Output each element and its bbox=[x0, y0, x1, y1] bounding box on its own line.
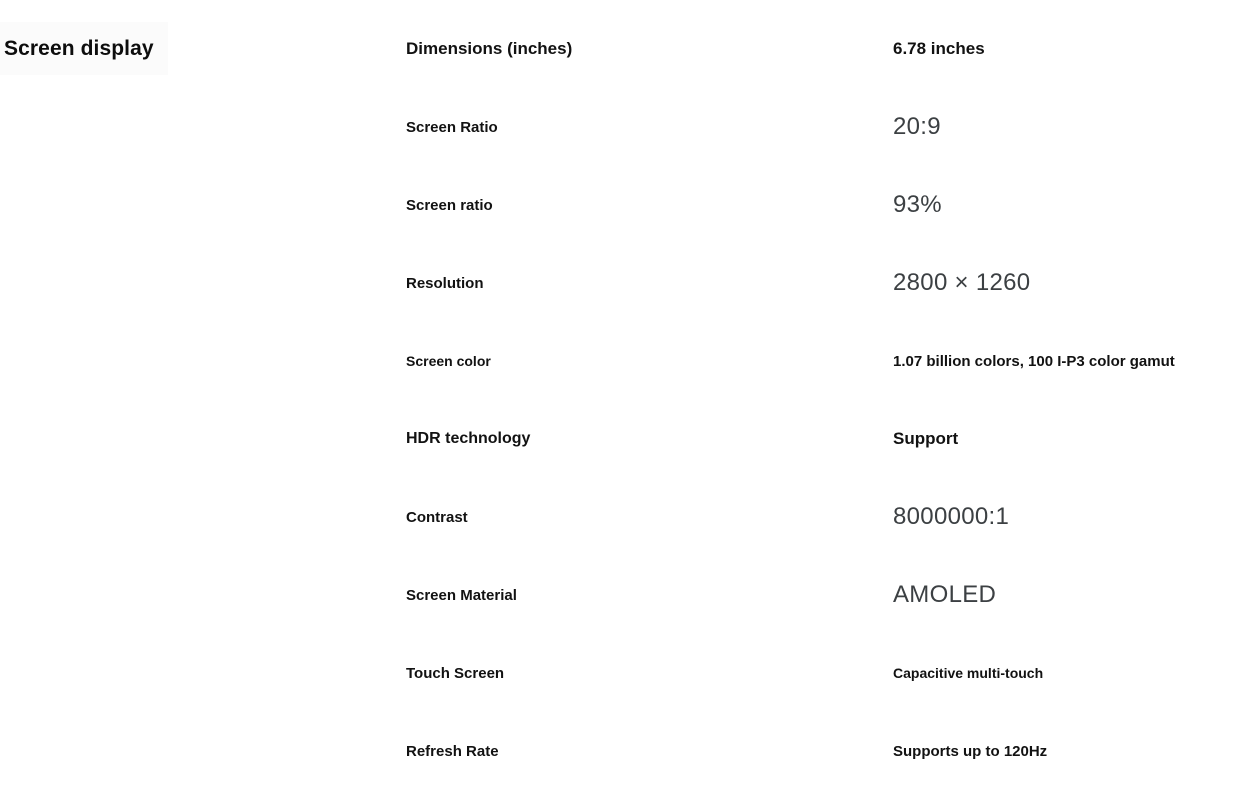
spec-label-screen-material: Screen Material bbox=[406, 586, 517, 604]
spec-value-hdr: Support bbox=[893, 429, 959, 448]
spec-label-screen-color: Screen color bbox=[406, 353, 491, 369]
spec-label-screen-ratio-percent: Screen ratio bbox=[406, 196, 493, 214]
spec-value-screen-color: 1.07 billion colors, 100 I-P3 color gamut bbox=[893, 352, 1175, 370]
spec-row-dimensions bbox=[0, 10, 1250, 88]
spec-label-touch-screen: Touch Screen bbox=[406, 664, 505, 682]
spec-label-refresh-rate: Refresh Rate bbox=[406, 742, 499, 760]
spec-row-touch-screen bbox=[0, 634, 1250, 712]
spec-row-screen-ratio-aspect bbox=[0, 88, 1250, 166]
spec-label-screen-ratio-aspect: Screen Ratio bbox=[406, 118, 498, 136]
spec-label-hdr: HDR technology bbox=[406, 430, 531, 447]
spec-value-screen-material: AMOLED bbox=[893, 581, 997, 608]
spec-row-screen-material bbox=[0, 556, 1250, 634]
spec-row-screen-ratio-percent bbox=[0, 166, 1250, 244]
spec-label-contrast: Contrast bbox=[406, 508, 468, 526]
spec-row-hdr bbox=[0, 400, 1250, 478]
spec-value-contrast: 8000000:1 bbox=[893, 503, 1010, 530]
spec-value-resolution: 2800 × 1260 bbox=[893, 269, 1031, 296]
spec-row-contrast bbox=[0, 478, 1250, 556]
spec-row-refresh-rate bbox=[0, 712, 1250, 790]
spec-value-dimensions: 6.78 inches bbox=[893, 39, 985, 58]
section-title: Screen display bbox=[0, 22, 168, 75]
spec-value-refresh-rate: Supports up to 120Hz bbox=[893, 742, 1048, 760]
spec-label-resolution: Resolution bbox=[406, 274, 484, 292]
spec-row-screen-color bbox=[0, 322, 1250, 400]
spec-table bbox=[0, 10, 1250, 790]
spec-value-screen-ratio-percent: 93% bbox=[893, 191, 942, 218]
spec-value-screen-ratio-aspect: 20:9 bbox=[893, 113, 941, 140]
spec-label-dimensions: Dimensions (inches) bbox=[406, 39, 573, 58]
spec-value-touch-screen: Capacitive multi-touch bbox=[893, 665, 1044, 681]
spec-row-resolution bbox=[0, 244, 1250, 322]
